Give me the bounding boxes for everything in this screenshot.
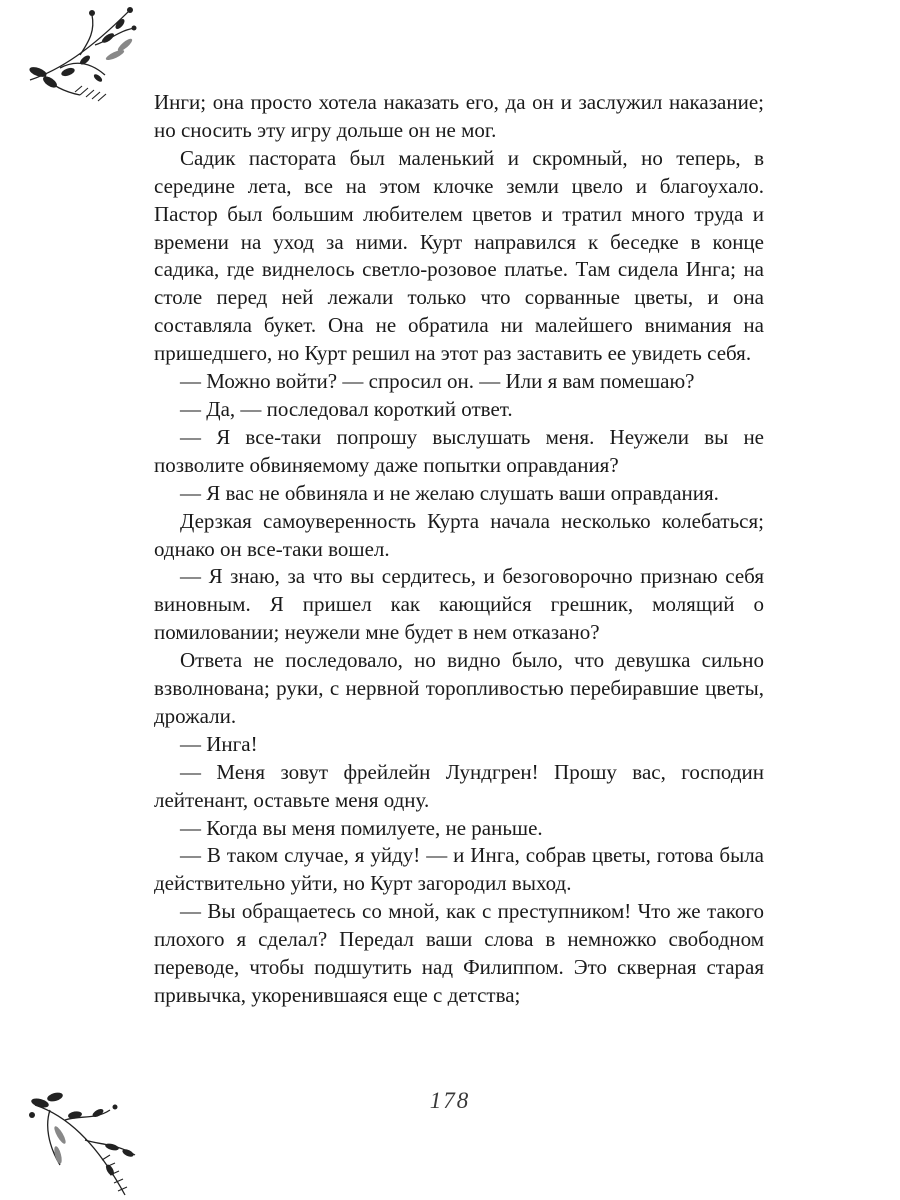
paragraph: — Да, — последовал короткий ответ. bbox=[180, 396, 513, 421]
floral-ornament-top-icon bbox=[20, 0, 150, 115]
paragraph: Садик пастората был маленький и скромный, но теперь, в середине лета, все на этом клочке земли цвело и благоухало. Пастор был большим любителем цветов и тратил много труда и времени на уход за ними. Курт направился к беседке в конце садика, где виднелось светло-розовое платье. Там сидела Инга; на столе перед ней лежали только что сорванные цветы, и она составляла букет. Она не обратила ни малейшего внимания на пришедшего, но Курт решил на этот раз заставить ее увидеть себя. bbox=[154, 145, 764, 366]
paragraph: Дерзкая самоуверенность Курта начала несколько колебаться; однако он все-таки вошел. bbox=[154, 508, 764, 561]
paragraph: — Я все-таки попрошу выслушать меня. Неужели вы не позволите обвиняемому даже попытки оправдания? bbox=[154, 424, 764, 477]
paragraph: — Когда вы меня помилуете, не раньше. bbox=[180, 815, 543, 840]
paragraph: Инги; она просто хотела наказать его, да он и заслужил наказание; но сносить эту игру дольше он не мог. bbox=[154, 90, 764, 142]
paragraph: — В таком случае, я уйду! — и Инга, собрав цветы, готова была действительно уйти, но Курт загородил выход. bbox=[154, 843, 764, 896]
paragraph: — Вы обращаетесь со мной, как с преступником! Что же такого плохого я сделал? Передал ваши слова в немножко свободном переводе, чтобы подшутить над Филиппом. Это скверная старая привычка, укоренившаяся еще с детства; bbox=[154, 899, 764, 1007]
paragraph: — Меня зовут фрейлейн Лундгрен! Прошу вас, господин лейтенант, оставьте меня одну. bbox=[154, 759, 764, 812]
paragraph: — Можно войти? — спросил он. — Или я вам помешаю? bbox=[180, 369, 695, 394]
paragraph: Ответа не последовало, но видно было, что девушка сильно взволнована; руки, с нервной торопливостью перебиравшие цветы, дрожали. bbox=[154, 648, 764, 728]
paragraph: — Я знаю, за что вы сердитесь, и безоговорочно признаю себя виновным. Я пришел как кающийся грешник, молящий о помиловании; неужели мне будет в нем отказано? bbox=[154, 564, 764, 645]
paragraph: — Инга! bbox=[180, 731, 258, 756]
main-text bbox=[154, 89, 764, 1010]
paragraph: — Я вас не обвиняла и не желаю слушать ваши оправдания. bbox=[180, 480, 719, 505]
floral-ornament-bottom-icon bbox=[20, 1085, 150, 1200]
page-number: 178 bbox=[429, 1088, 471, 1113]
